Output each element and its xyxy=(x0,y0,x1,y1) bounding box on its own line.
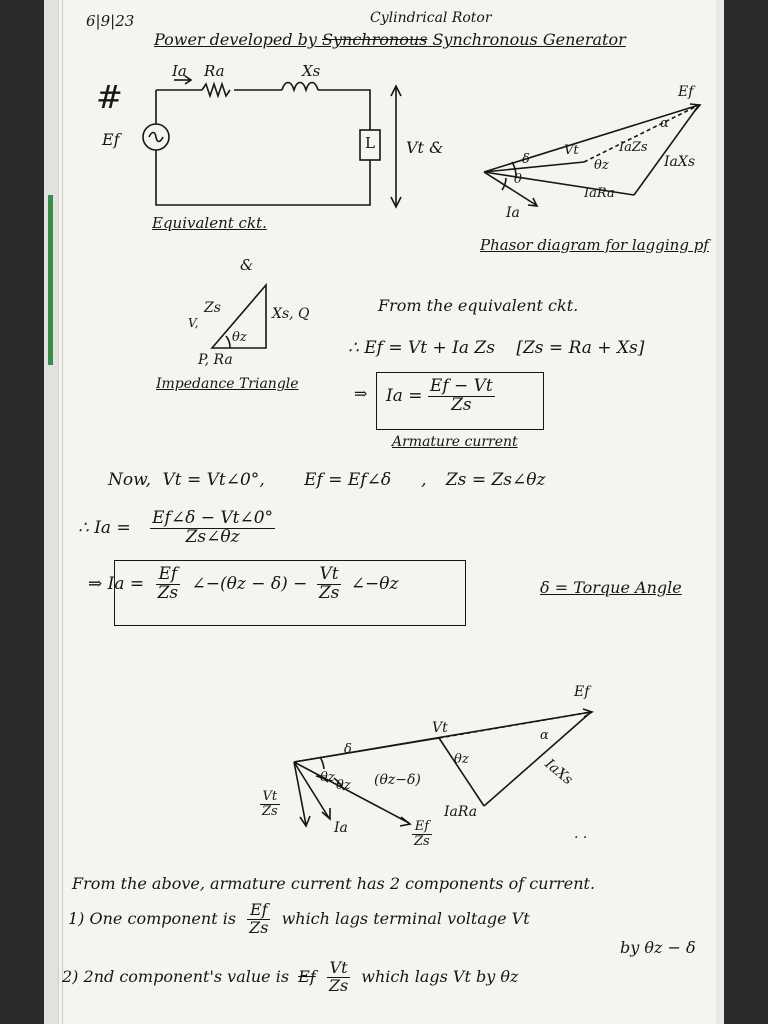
final-f2-num: Vt xyxy=(317,566,342,585)
final-angle-2: ∠−θz xyxy=(350,573,399,594)
final-angle-1: ∠−(θz − δ) − xyxy=(191,573,308,594)
p1-ia-line xyxy=(484,172,536,205)
final-current-equation xyxy=(88,566,398,603)
final-f2-den: Zs xyxy=(318,582,340,603)
ia-arrow-mark: ⇒ xyxy=(354,384,368,403)
p2-thetaz-c: θz xyxy=(336,778,351,793)
title-strike: Synchronous xyxy=(322,30,428,49)
circuit-ia-label: Ia xyxy=(172,62,187,80)
p2-dots: . . xyxy=(574,826,588,842)
p2-thetaz-b: θz xyxy=(320,770,335,785)
triangle-angle-arc xyxy=(226,336,230,348)
inductor-xs xyxy=(282,83,318,91)
p2-vtzs-num: Vt xyxy=(260,790,280,805)
eq1-lhs: Ef = Vt + Ia Zs xyxy=(364,338,495,358)
p2-vtzs-den: Zs xyxy=(262,803,278,819)
p1-ia-label: Ia xyxy=(506,205,520,221)
p2-alpha-label: α xyxy=(540,728,549,743)
p2-efzs-den: Zs xyxy=(414,833,430,849)
ia-lhs: Ia = xyxy=(386,385,423,406)
p1-theta-label: θ xyxy=(514,172,522,187)
p2-efzs-label xyxy=(412,820,432,848)
conclusion-line-4-fraction xyxy=(327,960,350,995)
conclusion-line-4-post: which lags Vt by θz xyxy=(361,966,519,986)
torque-angle-note: δ = Torque Angle xyxy=(540,578,682,597)
conclusion-line-4-num: Vt xyxy=(327,960,350,978)
triangle-caption: Impedance Triangle xyxy=(156,376,299,392)
source-sine xyxy=(149,133,163,142)
p2-ia-label: Ia xyxy=(334,820,348,836)
triangle-zs-label: Zs xyxy=(204,300,221,316)
hash-mark: # xyxy=(96,78,123,116)
circuit-caption: Equivalent ckt. xyxy=(152,214,267,232)
p2-iaxs-line xyxy=(484,712,591,806)
conclusion-line-2-fraction xyxy=(247,902,270,937)
ia-fraction xyxy=(428,378,495,415)
p1-caption: Phasor diagram for lagging pf xyxy=(480,236,709,254)
conclusion-line-4 xyxy=(62,960,518,995)
conclusion-line-3: by θz − δ xyxy=(620,938,696,957)
final-fraction-1 xyxy=(156,566,181,603)
final-f1-num: Ef xyxy=(156,566,181,585)
p1-alpha-label: α xyxy=(660,116,669,131)
eq1-note: [Zs = Ra + Xs] xyxy=(516,338,645,358)
ia-numerator: Ef − Vt xyxy=(429,376,493,396)
conclusion-line-4-pre: 2) 2nd component's value is xyxy=(62,966,290,986)
final-lhs: ⇒ Ia = xyxy=(88,573,145,594)
substitution-denominator: Zs∠θz xyxy=(185,526,240,547)
conclusion-line-2-pre: 1) One component is xyxy=(68,908,237,928)
circuit-ra-label: Ra xyxy=(204,62,225,80)
ef-polar: Ef = Ef∠δ xyxy=(304,470,392,490)
p2-iara-line xyxy=(439,738,484,806)
p2-thetaz-a: θz xyxy=(454,752,469,767)
p2-vtzs-label xyxy=(260,790,280,818)
circuit-ef-label: Ef xyxy=(102,130,120,149)
conclusion-line-2-post: which lags terminal voltage Vt xyxy=(281,908,530,928)
equivalent-circuit-drawing xyxy=(143,76,401,207)
conclusion-line-2-den: Zs xyxy=(249,917,269,937)
p2-diff-label: (θz−δ) xyxy=(374,772,421,788)
p1-thetaz-label: θz xyxy=(594,158,609,173)
circuit-vt-label: Vt & xyxy=(406,138,444,157)
resistor-ra xyxy=(202,84,230,96)
conclusion-line-4-strike: Ef xyxy=(298,966,316,986)
eq1 xyxy=(348,338,644,358)
ia-denominator: Zs xyxy=(451,394,472,415)
title-suffix: Synchronous Generator xyxy=(432,30,626,49)
substitution-lhs: ∴ Ia = xyxy=(78,517,131,538)
now-line: Now, Vt = Vt∠0°, Ef = Ef∠δ , Zs = Zs∠θz xyxy=(108,470,546,490)
now-prefix: Now, xyxy=(108,470,152,490)
and-mark: & xyxy=(240,256,254,274)
title-insert: Cylindrical Rotor xyxy=(370,10,492,26)
p1-ef-label: Ef xyxy=(678,84,694,100)
p1-iaxs-label: IaXs xyxy=(664,154,696,170)
p2-vt-line xyxy=(294,738,439,762)
triangle-xs-label: Xs, Q xyxy=(272,306,310,322)
substitution-numerator: Ef∠δ − Vt∠0° xyxy=(152,508,274,528)
from-equivalent-ckt: From the equivalent ckt. xyxy=(378,296,579,315)
circuit-wire-top-right xyxy=(318,90,370,130)
circuit-wire-bottom xyxy=(156,150,370,205)
p2-ef-label: Ef xyxy=(574,684,590,700)
notebook-page xyxy=(44,0,724,1024)
zs-polar: Zs = Zs∠θz xyxy=(445,470,546,490)
p2-delta-label: δ xyxy=(344,742,352,757)
title-prefix: Power developed by xyxy=(154,30,323,49)
p1-delta-label: δ xyxy=(522,152,530,167)
eq1-dot: ∴ xyxy=(348,338,359,358)
ia-equation xyxy=(386,378,495,415)
p2-vt-label: Vt xyxy=(432,720,448,736)
conclusion-line-1: From the above, armature current has 2 components of current. xyxy=(72,874,596,893)
p2-iara-label: IaRa xyxy=(444,804,478,820)
conclusion-line-4-den: Zs xyxy=(328,975,349,995)
circuit-xs-label: Xs xyxy=(302,62,321,80)
final-fraction-2 xyxy=(317,566,342,603)
final-f1-den: Zs xyxy=(157,582,179,603)
triangle-bottom-label: P, Ra xyxy=(198,352,233,368)
conclusion-line-2-num: Ef xyxy=(247,902,270,920)
p2-efzs-fraction xyxy=(412,820,432,848)
p2-iaxs-label: IaXs xyxy=(541,756,576,789)
date: 6|9|23 xyxy=(86,12,135,30)
triangle-left-label: V, xyxy=(188,316,199,330)
p2-vtzs-fraction xyxy=(260,790,280,818)
p1-iazs-label: IaZs xyxy=(619,140,648,155)
p2-delta-arc xyxy=(320,757,324,769)
conclusion-line-2 xyxy=(68,902,530,937)
ia-caption: Armature current xyxy=(392,434,518,450)
substitution-line xyxy=(78,510,275,547)
substitution-fraction xyxy=(150,510,275,547)
circuit-load-label: L xyxy=(365,134,375,152)
triangle-theta-label: θz xyxy=(232,330,247,345)
p2-efzs-num: Ef xyxy=(412,820,432,835)
p1-vt-label: Vt xyxy=(564,143,579,158)
vt-polar: Vt = Vt∠0° xyxy=(162,470,260,490)
p1-iara-label: IaRa xyxy=(584,186,615,201)
